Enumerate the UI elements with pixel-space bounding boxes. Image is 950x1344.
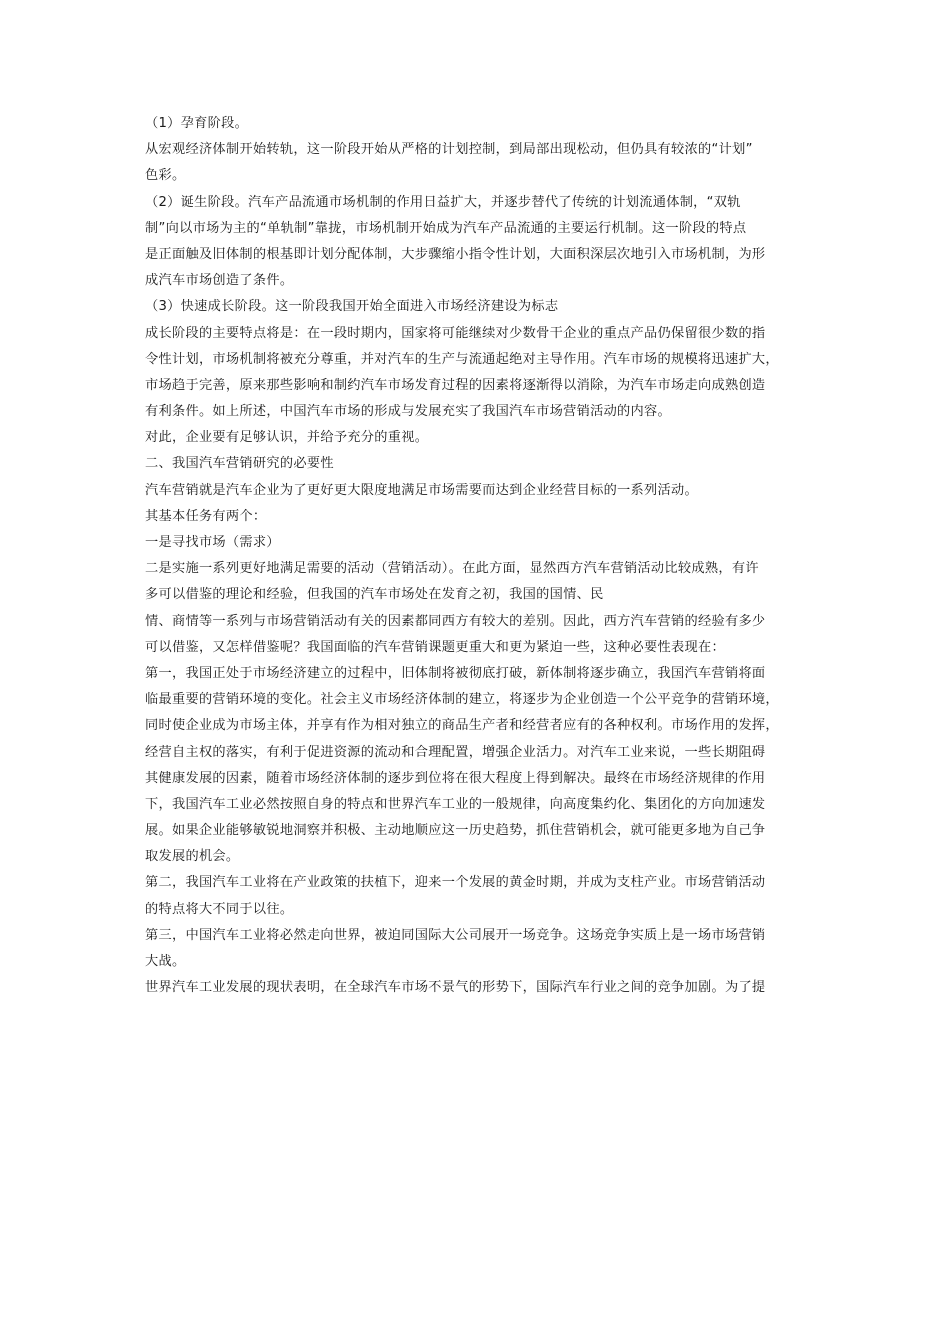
document-body [145, 111, 813, 1001]
text-line: 是正面触及旧体制的根基即计划分配体制，大步骤缩小指令性计划，大面积深层次地引入市场机制，为形 [145, 246, 766, 262]
text-line: 一是寻找市场（需求） [145, 535, 280, 550]
text-line: 第一，我国正处于市场经济建立的过程中，旧体制将被彻底打破，新体制将逐步确立，我国汽车营销将面 [145, 665, 766, 681]
text-line: 同时使企业成为市场主体，并享有作为相对独立的商品生产者和经营者应有的各种权利。市场作用的发挥， [145, 718, 779, 734]
text-line: 经营自主权的落实，有利于促进资源的流动和合理配置，增强企业活力。对汽车工业来说，一些长期阻碍 [145, 744, 766, 760]
text-line: 成汽车市场创造了条件。 [145, 273, 294, 289]
section-heading: 二、我国汽车营销研究的必要性 [145, 456, 334, 472]
text-line: 其健康发展的因素，随着市场经济体制的逐步到位将在很大程度上得到解决。最终在市场经济规律的作用 [145, 770, 766, 786]
text-line: 多可以借鉴的理论和经验，但我国的汽车市场处在发育之初，我国的国情、民 [145, 587, 604, 603]
text-line: 第三，中国汽车工业将必然走向世界，被迫同国际大公司展开一场竞争。这场竞争实质上是一场市场营销 [145, 927, 766, 943]
text-line: 成长阶段的主要特点将是：在一段时期内，国家将可能继续对少数骨干企业的重点产品仍保留很少数的指 [145, 325, 766, 341]
text-line: （1）孕育阶段。 [145, 116, 249, 131]
text-line: 令性计划，市场机制将被充分尊重，并对汽车的生产与流通起绝对主导作用。汽车市场的规模将迅速扩大， [145, 351, 779, 367]
text-line: 取发展的机会。 [145, 849, 240, 865]
text-line: 制”向以市场为主的“单轨制”靠拢，市场机制开始成为汽车产品流通的主要运行机制。这一阶段的特点 [145, 220, 747, 236]
text-line: 临最重要的营销环境的变化。社会主义市场经济体制的建立，将逐步为企业创造一个公平竞争的营销环境， [145, 692, 779, 708]
text-line: 有利条件。如上所述，中国汽车市场的形成与发展充实了我国汽车市场营销活动的内容。 [145, 404, 672, 420]
text-line: 从宏观经济体制开始转轨，这一阶段开始从严格的计划控制，到局部出现松动，但仍具有较浓的“计划” [145, 142, 753, 158]
text-line: 的特点将大不同于以往。 [145, 901, 294, 917]
text-line: 情、商情等一系列与市场营销活动有关的因素都同西方有较大的差别。因此，西方汽车营销的经验有多少 [145, 613, 766, 629]
text-line: 其基本任务有两个： [145, 508, 267, 524]
text-line: （2）诞生阶段。汽车产品流通市场机制的作用日益扩大，并逐步替代了传统的计划流通体制，“双轨 [145, 194, 741, 210]
text-line: 下，我国汽车工业必然按照自身的特点和世界汽车工业的一般规律，向高度集约化、集团化的方向加速发 [145, 796, 766, 812]
text-line: 市场趋于完善，原来那些影响和制约汽车市场发育过程的因素将逐渐得以消除，为汽车市场走向成熟创造 [145, 377, 766, 393]
text-line: 二是实施一系列更好地满足需要的活动（营销活动）。在此方面，显然西方汽车营销活动比较成熟，有许 [145, 561, 759, 577]
text-line: 汽车营销就是汽车企业为了更好更大限度地满足市场需要而达到企业经营目标的一系列活动。 [145, 482, 698, 498]
text-line: 第二，我国汽车工业将在产业政策的扶植下，迎来一个发展的黄金时期，并成为支柱产业。市场营销活动 [145, 875, 766, 891]
text-line: 展。如果企业能够敏锐地洞察并积极、主动地顺应这一历史趋势，抓住营销机会，就可能更多地为自己争 [145, 823, 766, 839]
text-line: 世界汽车工业发展的现状表明，在全球汽车市场不景气的形势下，国际汽车行业之间的竞争加剧。为了提 [145, 980, 766, 996]
text-line: 大战。 [145, 954, 186, 969]
text-line: 可以借鉴，又怎样借鉴呢？我国面临的汽车营销课题更重大和更为紧迫一些，这种必要性表现在： [145, 639, 725, 655]
text-line: （3）快速成长阶段。这一阶段我国开始全面进入市场经济建设为标志 [145, 299, 559, 315]
text-line: 对此，企业要有足够认识，并给予充分的重视。 [145, 430, 429, 446]
text-line: 色彩。 [145, 168, 186, 184]
